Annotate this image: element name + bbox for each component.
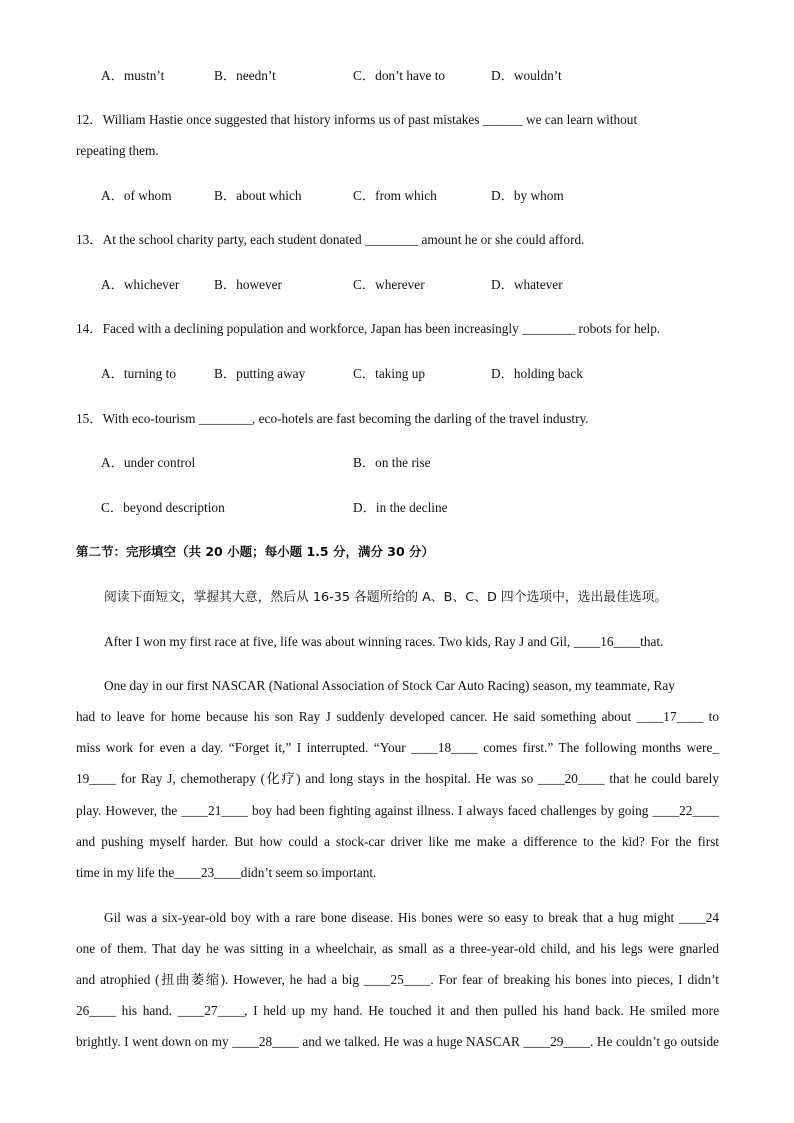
- q14-option-d: D．holding back: [491, 366, 583, 381]
- blank-28: ____28____: [232, 1034, 299, 1049]
- blank-18: ____18____: [411, 740, 478, 755]
- q12-option-a: A．of whom: [101, 188, 172, 203]
- q13-option-a: A．whichever: [101, 277, 180, 292]
- p2-line2: had to leave for home because his son Ray J suddenly developed cancer. He said something about ____17____ to: [76, 709, 720, 724]
- section2-instruction: 阅读下面短文，掌握其大意，然后从 16-35 各题所给的 A、B、C、D 四个选项中，选出最佳选项。: [104, 590, 668, 605]
- q13-option-c: C．wherever: [353, 277, 425, 292]
- p3-line5: brightly. I went down on my ____28____ and we talked. He was a huge NASCAR ____29____. He couldn’t go outside: [76, 1034, 720, 1049]
- p2-line1: One day in our first NASCAR (National Association of Stock Car Auto Racing) season, my teammate, Ray: [104, 678, 675, 693]
- q11-option-c: C．don’t have to: [353, 68, 446, 83]
- q12-stem-line2: repeating them.: [76, 143, 159, 158]
- q12-option-d: D．by whom: [491, 188, 564, 203]
- section2-heading: 第二节：完形填空（共 20 小题；每小题 1.5 分，满分 30 分）: [76, 544, 435, 559]
- blank-17: ____17____: [636, 709, 704, 724]
- passage-paragraph-1: [104, 634, 663, 650]
- blank-19: 19____: [76, 771, 116, 786]
- p2-line3: miss work for even a day. “Forget it,” I interrupted. “Your ____18____ comes first.” The following months were_: [76, 740, 720, 755]
- blank-22: ____22____: [652, 803, 719, 818]
- q15-option-c: C．beyond description: [101, 500, 225, 515]
- q12-option-c: C．from which: [353, 188, 437, 203]
- q11-option-b: B．needn’t: [214, 68, 276, 83]
- q12-option-b: B．about which: [214, 188, 302, 203]
- p3-line1: Gil was a six-year-old boy with a rare bone disease. His bones were so easy to break that a hug might ____24: [104, 910, 720, 925]
- p1-text-a: After I won my first race at five, life was about winning races. Two kids, Ray J and Gil,: [104, 634, 574, 649]
- blank-27: ____27____: [177, 1003, 245, 1018]
- p2-line7: time in my life the____23____didn’t seem so important.: [76, 865, 377, 880]
- q15-option-a: A．under control: [101, 455, 196, 470]
- q14-option-a: A．turning to: [101, 366, 176, 381]
- blank-21: ____21____: [181, 803, 248, 818]
- q13-option-d: D．whatever: [491, 277, 563, 292]
- q13-option-b: B．however: [214, 277, 282, 292]
- q15-option-d: D．in the decline: [353, 500, 448, 515]
- q13-stem: 13．At the school charity party, each student donated ________ amount he or she could afford.: [76, 232, 585, 247]
- q15-stem: 15．With eco-tourism ________, eco-hotels are fast becoming the darling of the travel industry.: [76, 411, 589, 426]
- q14-option-c: C．taking up: [353, 366, 426, 381]
- q11-option-a: A．mustn’t: [101, 68, 165, 83]
- q14-stem: 14．Faced with a declining population and workforce, Japan has been increasingly ________ robots for help.: [76, 321, 661, 336]
- p3-line4: 26____ his hand. ____27____, I held up my hand. He touched it and then pulled his hand back. He smiled more: [76, 1003, 720, 1018]
- blank-24: ____24: [679, 910, 720, 925]
- p3-line2: one of them. That day he was sitting in a wheelchair, as small as a three-year-old child, and his legs were gnarled: [76, 941, 719, 956]
- blank-29: ____29____: [523, 1034, 591, 1049]
- p2-line6: and pushing myself harder. But how could a stock-car driver like me make a difference to the kid? For the first: [76, 834, 719, 849]
- p2-line5: play. However, the ____21____ boy had been fighting against illness. I always faced challenges by going ____22____: [76, 803, 719, 818]
- p3-line3: and atrophied (扭曲萎缩). However, he had a big ____25____. For fear of breaking his bones into pieces, I didn’t: [76, 972, 720, 987]
- blank-16: ____16____: [573, 634, 641, 649]
- q15-option-b: B．on the rise: [353, 455, 431, 470]
- blank-25: ____25____: [363, 972, 431, 987]
- q12-stem-line1: 12．William Hastie once suggested that history informs us of past mistakes ______ we can learn without: [76, 112, 638, 127]
- blank-20: ____20____: [538, 771, 605, 786]
- blank-26: 26____: [76, 1003, 116, 1018]
- blank-23: ____23____: [174, 865, 241, 880]
- q11-option-d: D．wouldn’t: [491, 68, 562, 83]
- q14-option-b: B．putting away: [214, 366, 306, 381]
- p1-text-c: that.: [640, 634, 664, 649]
- p2-line4: 19____ for Ray J, chemotherapy (化疗) and long stays in the hospital. He was so ____20____ that he could barely: [76, 771, 720, 786]
